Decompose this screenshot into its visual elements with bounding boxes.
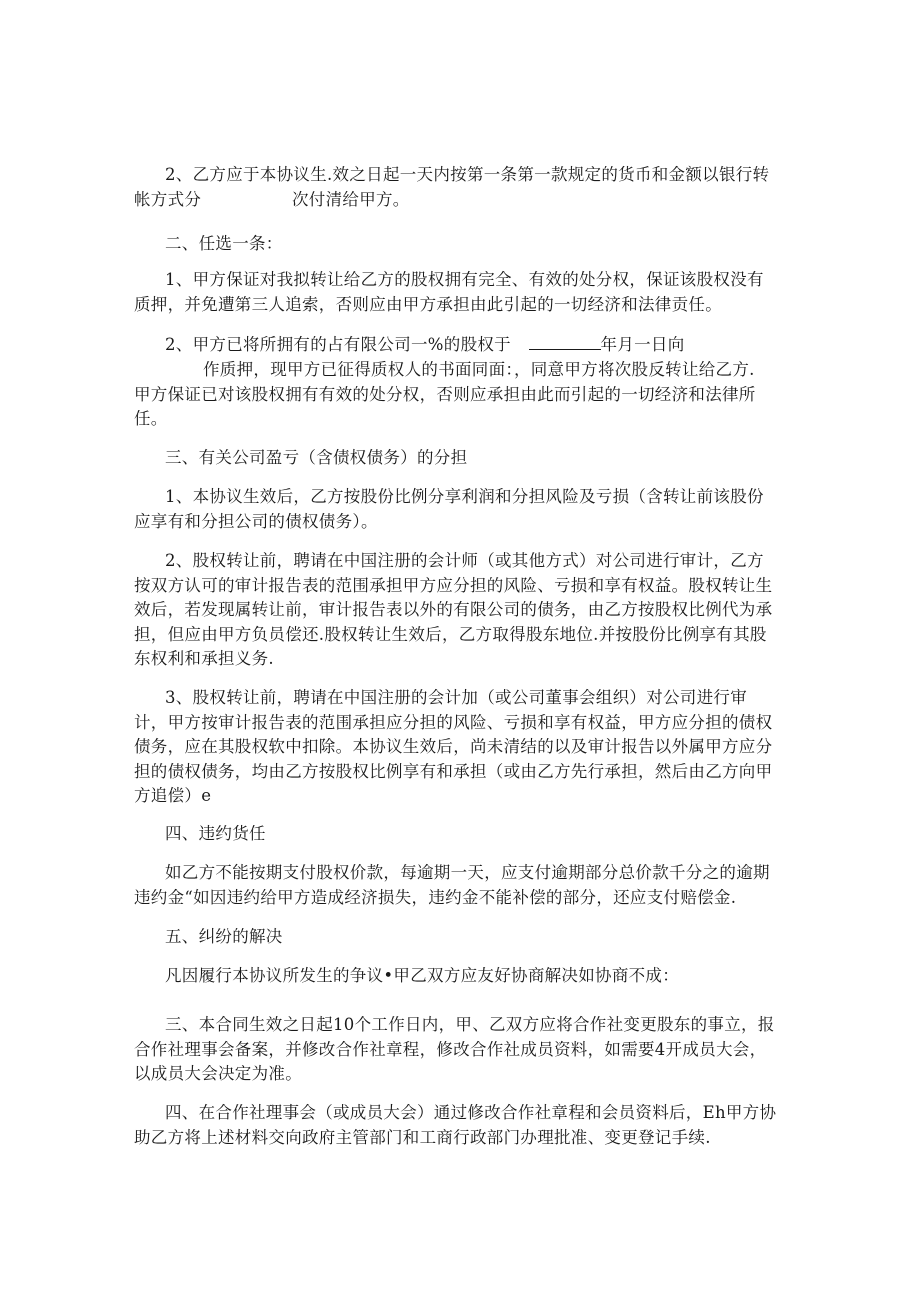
pledge-date-blank [529, 335, 601, 350]
option-1-line-2: 质押，并免遭第三人追索，否则应由甲方承担由此引起的一切经济和法律贡任。 [134, 295, 722, 314]
section-heading-optional: 二、任选一条： [165, 234, 283, 253]
option-1-line-1: 1、甲方保证对我拟转让给乙方的股权拥有完全、有效的处分权，保证该股权没有 [165, 270, 764, 289]
coop-clause-3-line-3: 以成员大会决定为准。 [134, 1064, 302, 1083]
dispute-clause-line: 凡因履行本协议所发生的争议•甲乙双方应友好协商解决如协商不成： [165, 966, 680, 985]
profit-clause-3-line-3: 债务，应在其股权软中扣除。本协议生效后，尚未清结的以及审计报告以外属甲方应分 [134, 737, 773, 756]
option-2-text-b: 年月一日向 [600, 335, 685, 354]
profit-clause-3-line-1: 3、股权转让前，聘请在中国注册的会计加（或公司董事会组织）对公司进行审 [165, 688, 747, 707]
clause-2-payment-line-2b: 次付清给甲方。 [292, 190, 410, 209]
section-heading-profit-loss: 三、有关公司盈亏（含债权债务）的分担 [165, 448, 468, 467]
profit-clause-2-line-2: 按双方认可的审计报告表的范围承担甲方应分担的风险、亏损和享有权益。股权转让生 [134, 576, 773, 595]
option-2-text-a: 2、甲方已将所拥有的占有限公司一%的股权于 [165, 335, 511, 354]
profit-clause-3-line-5: 方追偿）e [134, 786, 212, 805]
profit-clause-2-line-1: 2、股权转让前，聘请在中国注册的会计师（或其他方式）对公司进行审计，乙方 [165, 551, 764, 570]
profit-clause-3-line-2: 计，甲方按审计报告表的范围承担应分担的风险、亏损和享有权益，甲方应分担的债权 [134, 713, 773, 732]
profit-clause-2-line-4: 担，但应由甲方负员偿还.股权转让生效后，乙方取得股东地位.并按股份比例享有其股 [134, 625, 767, 644]
breach-clause-line-1: 如乙方不能按期支付股权价款，每逾期一天，应支付逾期部分总价款千分之的逾期 [165, 863, 770, 882]
profit-clause-1-line-2: 应享有和分担公司的债权债务）。 [134, 512, 378, 531]
coop-clause-4-line-1: 四、在合作社理事会（或成员大会）通过修改合作社章程和会员资料后，Eh甲方协 [165, 1103, 777, 1122]
clause-2-payment-line-1: 2、乙方应于本协议生.效之日起一天内按第一条第一款规定的货币和金额以银行转 [165, 165, 770, 184]
profit-clause-2-line-5: 东权利和承担义务. [134, 649, 274, 668]
coop-clause-4-line-2: 助乙方将上述材料交向政府主管部门和工商行政部门办理批准、变更登记手续. [134, 1128, 711, 1147]
breach-clause-line-2: 违约金“如因违约给甲方造成经济损失，违约金不能补偿的部分，还应支付赔偿金. [134, 888, 737, 907]
profit-clause-3-line-4: 担的债权债务，均由乙方按股权比例享有和承担（或由乙方先行承担，然后由乙方向甲 [134, 762, 773, 781]
option-2-line-3: 甲方保证已对该股权拥有有效的处分权，否则应承担由此而引起的一切经济和法律所 [134, 385, 756, 404]
option-2-line-2: 作质押，现甲方已征得质权人的书面同面：，同意甲方将次股反转让给乙方. [203, 360, 755, 379]
profit-clause-2-line-3: 效后，若发现属转让前，审计报告表以外的有限公司的债务，由乙方按股权比例代为承 [134, 600, 773, 619]
coop-clause-3-line-2: 合作社理事会备案，并修改合作社章程，修改合作社成员资料，如需要4开成员大会， [134, 1040, 767, 1059]
option-2-line-4: 任。 [134, 409, 168, 428]
coop-clause-3-line-1: 三、本合同生效之日起10个工作日内，甲、乙双方应将合作社变更股东的事立，报 [165, 1015, 775, 1034]
clause-2-payment-line-2a: 帐方式分 [134, 190, 202, 209]
profit-clause-1-line-1: 1、本协议生效后，乙方按股份比例分享利润和分担风险及亏损（含转让前该股份 [165, 487, 764, 506]
option-2-line-1 [165, 333, 685, 357]
section-heading-dispute: 五、纠纷的解决 [165, 927, 283, 946]
section-heading-breach: 四、违约货任 [165, 824, 266, 843]
